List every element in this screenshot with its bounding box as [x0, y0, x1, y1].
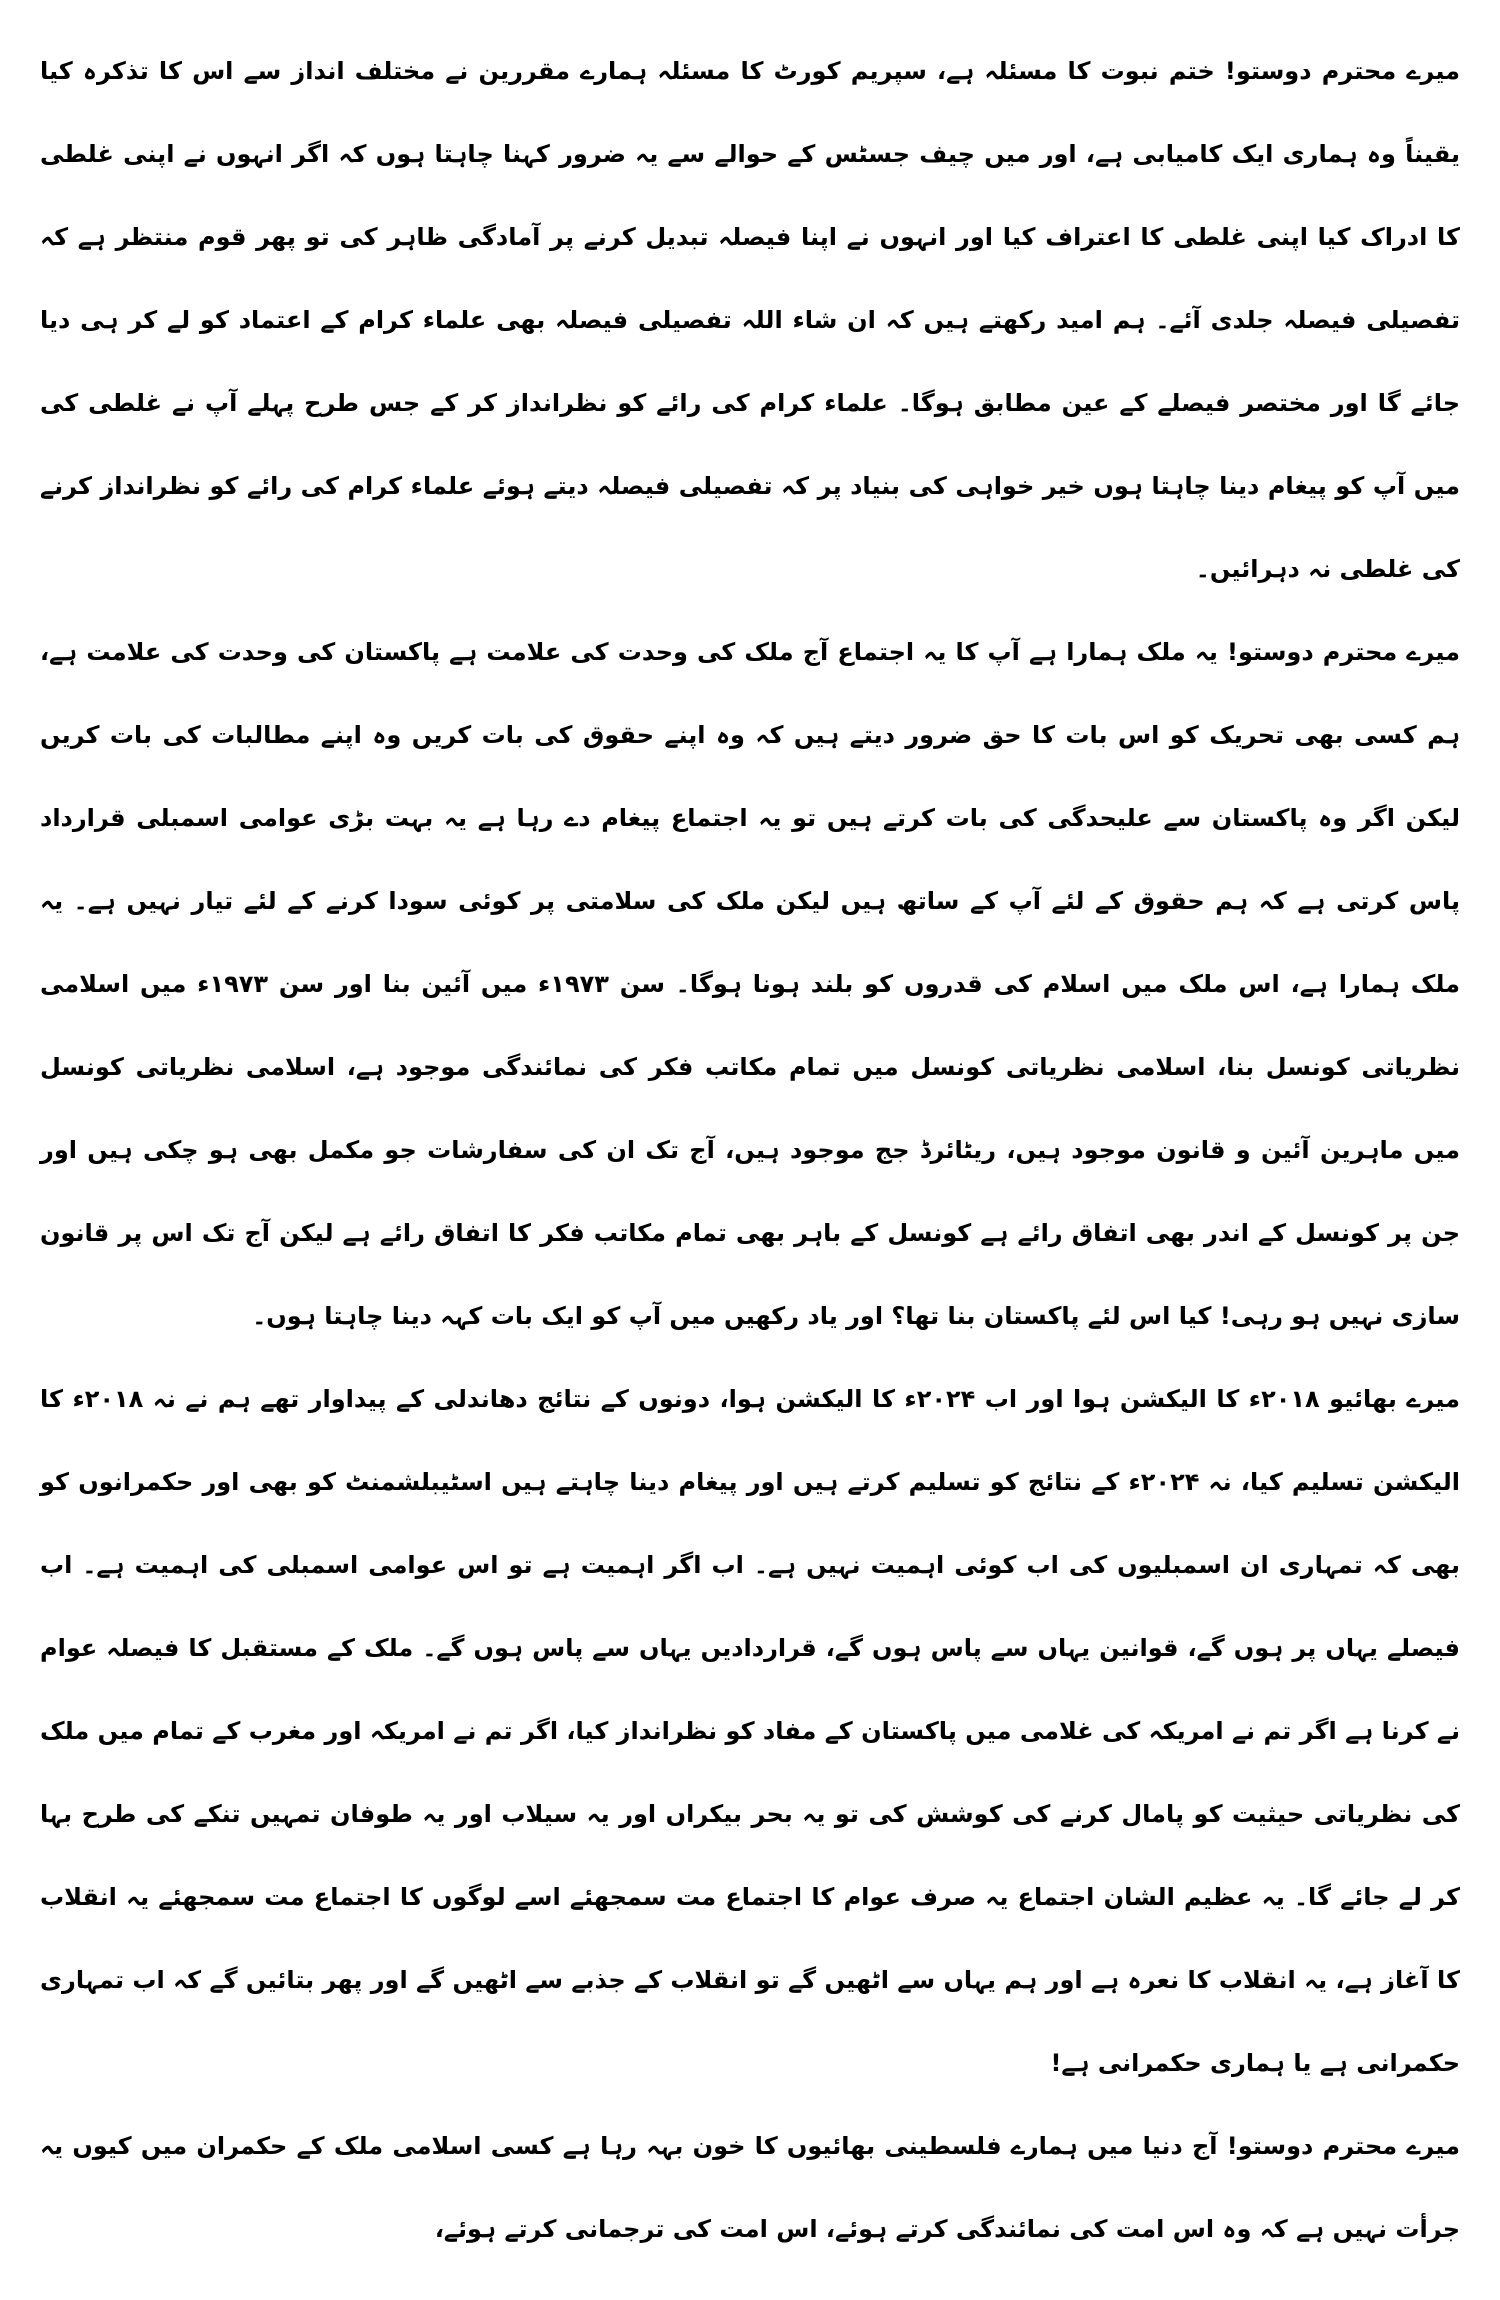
paragraph-elections: میرے بھائیو ۲۰۱۸ء کا الیکشن ہوا اور اب ۲۰۲۴ء کا الیکشن ہوا، دونوں کے نتائج دھاندلی کے پیداوار تھے ہم نے نہ ۲۰۱۸ء کا الیکشن تسلیم کیا، نہ ۲۰۲۴ء کے نتائج کو تسلیم کرتے ہیں اور پیغام دینا چاہتے ہیں اسٹیبلشمنٹ کو بھی اور حکمرانوں کو بھی کہ تمہاری ان اسمبلیوں کی اب کوئی اہمیت نہیں ہے۔ اب اگر اہمیت ہے تو اس عوامی اسمبلی کی اہمیت ہے۔ اب فیصلے یہاں پر ہوں گے، قوانین یہاں سے پاس ہوں گے، قراردادیں یہاں سے پاس ہوں گے۔ ملک کے مستقبل کا فیصلہ عوام نے کرنا ہے اگر تم نے امریکہ کی غلامی میں پاکستان کے مفاد کو نظرانداز کیا، اگر تم نے امریکہ اور مغرب کے تمام میں ملک کی نظریاتی حیثیت کو پامال کرنے کی کوشش کی تو یہ بحر بیکراں اور یہ سیلاب اور یہ طوفان تمہیں تنکے کی طرح بہا کر لے جائے گا۔ یہ عظیم الشان اجتماع یہ صرف عوام کا اجتماع مت سمجھئے اسے لوگوں کا اجتماع مت سمجھئے یہ انقلاب کا آغاز ہے، یہ انقلاب کا نعرہ ہے اور ہم یہاں سے اٹھیں گے تو انقلاب کے جذبے سے اٹھیں گے اور پھر بتائیں گے کہ اب تمہاری حکمرانی ہے یا ہماری حکمرانی ہے! — [40, 1385, 1461, 2077]
paragraph-palestine: میرے محترم دوستو! آج دنیا میں ہمارے فلسطینی بھائیوں کا خون بہہ رہا ہے کسی اسلامی ملک کے حکمران میں کیوں یہ جرأت نہیں ہے کہ وہ اس امت کی نمائندگی کرتے ہوئے، اس امت کی ترجمانی کرتے ہوئے، — [40, 2132, 1460, 2243]
document-page — [40, 30, 1460, 2280]
paragraph-khatm-e-nabuwwat: میرے محترم دوستو! ختم نبوت کا مسئلہ ہے، سپریم کورٹ کا مسئلہ ہمارے مقررین نے مختلف انداز سے اس کا تذکرہ کیا یقیناً وہ ہماری ایک کامیابی ہے، اور میں چیف جسٹس کے حوالے سے یہ ضرور کہنا چاہتا ہوں کہ اگر انہوں نے اپنی غلطی کا ادراک کیا اپنی غلطی کا اعتراف کیا اور انہوں نے اپنا فیصلہ تبدیل کرنے پر آمادگی ظاہر کی تو پھر قوم منتظر ہے کہ تفصیلی فیصلہ جلدی آئے۔ ہم امید رکھتے ہیں کہ ان شاء اللہ تفصیلی فیصلہ بھی علماء کرام کے اعتماد کو لے کر ہی دیا جائے گا اور مختصر فیصلے کے عین مطابق ہوگا۔ علماء کرام کی رائے کو نظرانداز کر کے جس طرح پہلے آپ نے غلطی کی میں آپ کو پیغام دینا چاہتا ہوں خیر خواہی کی بنیاد پر کہ تفصیلی فیصلہ دیتے ہوئے علماء کرام کی رائے کو نظرانداز کرنے کی غلطی نہ دہرائیں۔ — [40, 57, 1461, 583]
paragraph-national-unity: میرے محترم دوستو! یہ ملک ہمارا ہے آپ کا یہ اجتماع آج ملک کی وحدت کی علامت ہے پاکستان کی وحدت کی علامت ہے، ہم کسی بھی تحریک کو اس بات کا حق ضرور دیتے ہیں کہ وہ اپنے حقوق کی بات کریں وہ اپنے مطالبات کی بات کریں لیکن اگر وہ پاکستان سے علیحدگی کی بات کرتے ہیں تو یہ اجتماع پیغام دے رہا ہے یہ بہت بڑی عوامی اسمبلی قرارداد پاس کرتی ہے کہ ہم حقوق کے لئے آپ کے ساتھ ہیں لیکن ملک کی سلامتی پر کوئی سودا کرنے کے لئے تیار نہیں ہے۔ یہ ملک ہمارا ہے، اس ملک میں اسلام کی قدروں کو بلند ہونا ہوگا۔ سن ۱۹۷۳ء میں آئین بنا اور سن ۱۹۷۳ء میں اسلامی نظریاتی کونسل بنا، اسلامی نظریاتی کونسل میں تمام مکاتب فکر کی نمائندگی موجود ہے، اسلامی نظریاتی کونسل میں ماہرین آئین و قانون موجود ہیں، ریٹائرڈ جج موجود ہیں، آج تک ان کی سفارشات جو مکمل بھی ہو چکی ہیں اور جن پر کونسل کے اندر بھی اتفاق رائے ہے کونسل کے باہر بھی تمام مکاتب فکر کا اتفاق رائے ہے لیکن آج تک اس پر قانون سازی نہیں ہو رہی! کیا اس لئے پاکستان بنا تھا؟ اور یاد رکھیں میں آپ کو ایک بات کہہ دینا چاہتا ہوں۔ — [40, 638, 1460, 1330]
